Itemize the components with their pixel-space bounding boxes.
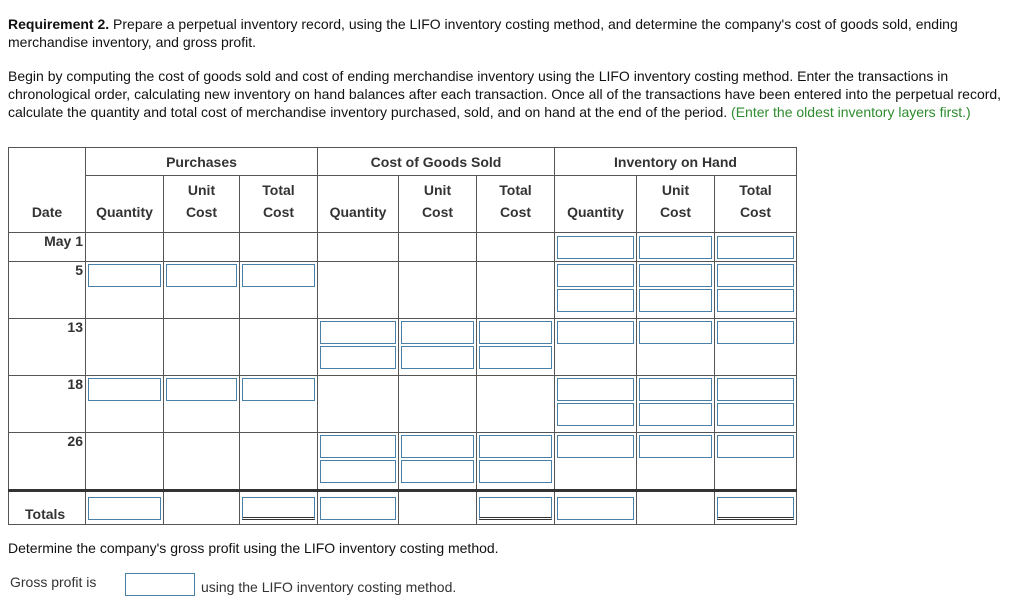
total-inventory-cost-input[interactable]	[717, 497, 794, 520]
date-header-spacer	[9, 148, 86, 176]
requirement-text	[8, 15, 1008, 51]
purchase-quantity-input[interactable]	[88, 264, 161, 287]
col-unit: Unit	[399, 176, 477, 205]
purchase-unit-cost-input[interactable]	[166, 378, 237, 401]
inventory-total-cost-input[interactable]	[717, 435, 794, 458]
inventory-unit-cost-input[interactable]	[639, 403, 712, 426]
gross-profit-input[interactable]	[125, 573, 195, 596]
cogs-total-cost-input[interactable]	[479, 435, 552, 458]
inventory-quantity-input[interactable]	[557, 403, 634, 426]
col-quantity: Quantity	[318, 204, 399, 233]
col-unit: Unit	[164, 176, 240, 205]
inventory-unit-cost-input[interactable]	[639, 378, 712, 401]
totals-label: Totals	[9, 491, 86, 525]
inventory-total-cost-input[interactable]	[717, 264, 794, 287]
inventory-quantity-input[interactable]	[557, 378, 634, 401]
inventory-unit-cost-input[interactable]	[639, 289, 712, 312]
cogs-total-cost-input[interactable]	[479, 321, 552, 344]
cogs-header: Cost of Goods Sold	[318, 148, 555, 176]
total-cogs-quantity-input[interactable]	[320, 497, 396, 520]
cogs-quantity-input[interactable]	[320, 346, 396, 369]
date-cell: 26	[9, 433, 86, 491]
inventory-total-cost-input[interactable]	[717, 289, 794, 312]
cogs-total-cost-input[interactable]	[479, 460, 552, 483]
inventory-unit-cost-input[interactable]	[639, 435, 712, 458]
inventory-unit-cost-input[interactable]	[639, 236, 712, 259]
purchase-unit-cost-input[interactable]	[166, 264, 237, 287]
col-quantity: Quantity	[86, 204, 164, 233]
date-cell: 13	[9, 319, 86, 376]
purchases-header: Purchases	[86, 148, 318, 176]
inventory-total-cost-input[interactable]	[717, 236, 794, 259]
date-cell: 5	[9, 262, 86, 319]
col-quantity: Quantity	[555, 204, 637, 233]
total-purchase-cost-input[interactable]	[242, 497, 315, 520]
inventory-on-hand-header: Inventory on Hand	[555, 148, 797, 176]
purchase-total-cost-input[interactable]	[242, 264, 315, 287]
purchase-quantity-input[interactable]	[88, 378, 161, 401]
cogs-quantity-input[interactable]	[320, 435, 396, 458]
inventory-quantity-input[interactable]	[557, 435, 634, 458]
col-cost: Cost	[164, 204, 240, 233]
col-total: Total	[240, 176, 318, 205]
requirement-body: Prepare a perpetual inventory record, using the LIFO inventory costing method, and determine the company's cost of goods sold, ending merchandise inventory, and gross profit.	[8, 16, 958, 50]
col-cost: Cost	[240, 204, 318, 233]
gross-profit-question: Determine the company's gross profit using the LIFO inventory costing method.	[8, 540, 499, 556]
date-cell: 18	[9, 376, 86, 433]
inventory-unit-cost-input[interactable]	[639, 264, 712, 287]
total-purchase-quantity-input[interactable]	[88, 497, 161, 520]
cogs-unit-cost-input[interactable]	[401, 346, 474, 369]
total-cogs-cost-input[interactable]	[479, 497, 552, 520]
col-unit: Unit	[637, 176, 715, 205]
perpetual-inventory-record	[8, 147, 797, 525]
instructions-hint: (Enter the oldest inventory layers first.)	[731, 104, 971, 120]
instructions	[8, 67, 1008, 121]
col-cost: Cost	[399, 204, 477, 233]
date-cell: May 1	[9, 233, 86, 262]
table-row	[9, 376, 797, 433]
inventory-total-cost-input[interactable]	[717, 403, 794, 426]
col-cost: Cost	[715, 204, 797, 233]
col-cost: Cost	[637, 204, 715, 233]
cogs-quantity-input[interactable]	[320, 321, 396, 344]
inventory-quantity-input[interactable]	[557, 289, 634, 312]
cogs-total-cost-input[interactable]	[479, 346, 552, 369]
inventory-total-cost-input[interactable]	[717, 378, 794, 401]
cogs-unit-cost-input[interactable]	[401, 460, 474, 483]
inventory-quantity-input[interactable]	[557, 236, 634, 259]
gross-profit-label: Gross profit is	[10, 574, 97, 590]
cogs-unit-cost-input[interactable]	[401, 321, 474, 344]
date-column-header: Date	[9, 204, 86, 233]
cogs-quantity-input[interactable]	[320, 460, 396, 483]
table-row	[9, 262, 797, 319]
col-total: Total	[715, 176, 797, 205]
inventory-quantity-input[interactable]	[557, 264, 634, 287]
col-total: Total	[477, 176, 555, 205]
totals-row	[9, 491, 797, 525]
table-row	[9, 233, 797, 262]
inventory-total-cost-input[interactable]	[717, 321, 794, 344]
cogs-unit-cost-input[interactable]	[401, 435, 474, 458]
instructions-text: Begin by computing the cost of goods sold and cost of ending merchandise inventory using the LIFO inventory costing method. Enter the transactions in chronological order, calculating new inventory on hand balances after each transaction. Once all of the transactions have been entered into the perpetual record, calculate the quantity and total cost of merchandise inventory purchased, sold, and on hand at the end of the period.	[8, 68, 1002, 120]
inventory-quantity-input[interactable]	[557, 321, 634, 344]
total-inventory-quantity-input[interactable]	[557, 497, 634, 520]
requirement-title: Requirement 2.	[8, 16, 110, 32]
col-cost: Cost	[477, 204, 555, 233]
purchase-total-cost-input[interactable]	[242, 378, 315, 401]
gross-profit-suffix: using the LIFO inventory costing method.	[201, 579, 457, 595]
inventory-unit-cost-input[interactable]	[639, 321, 712, 344]
table-row	[9, 433, 797, 491]
table-row	[9, 319, 797, 376]
